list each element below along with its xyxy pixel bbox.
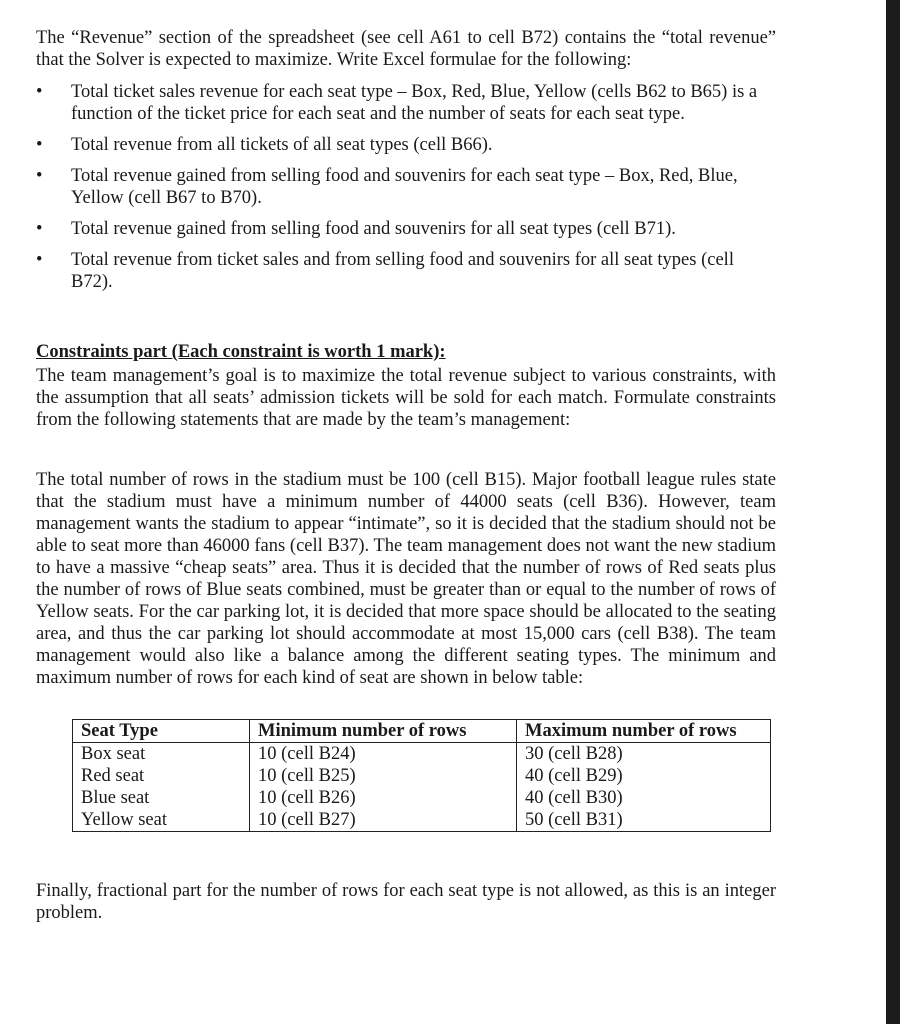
seat-type-cell: Red seat xyxy=(73,765,250,787)
min-rows-cell: 10 (cell B24) xyxy=(250,743,517,766)
bullet-icon: • xyxy=(36,82,43,102)
intro-paragraph: The “Revenue” section of the spreadsheet (see cell A61 to cell B72) contains the “total revenue” that the Solver is expected to maximize. Write Excel formulae for the following: xyxy=(36,28,776,70)
bullet-item: • Total revenue from ticket sales and from selling food and souvenirs for all seat types (cell B72). xyxy=(36,250,734,292)
table-row xyxy=(73,787,771,809)
min-rows-cell: 10 (cell B26) xyxy=(250,787,517,809)
max-rows-cell: 50 (cell B31) xyxy=(517,809,771,832)
seat-type-cell: Yellow seat xyxy=(73,809,250,832)
bullet-icon: • xyxy=(36,219,43,239)
goal-paragraph: The team management’s goal is to maximize the total revenue subject to various constraints, with the assumption that all seats’ admission tickets will be sold for each match. Formulate constraints from the following statements that are made by the team’s management: xyxy=(36,366,776,430)
table-row xyxy=(73,765,771,787)
min-rows-cell: 10 (cell B25) xyxy=(250,765,517,787)
max-rows-cell: 30 (cell B28) xyxy=(517,743,771,766)
table-row xyxy=(73,809,771,832)
window-edge-bar xyxy=(886,0,900,1024)
seat-type-cell: Blue seat xyxy=(73,787,250,809)
document-page xyxy=(36,27,776,924)
min-rows-cell: 10 (cell B27) xyxy=(250,809,517,832)
seat-type-cell: Box seat xyxy=(73,743,250,766)
table-header-row xyxy=(73,720,771,743)
header-seat-type: Seat Type xyxy=(73,720,250,743)
revenue-bullet-list xyxy=(36,81,776,293)
seat-rows-table xyxy=(72,719,771,832)
header-min-rows: Minimum number of rows xyxy=(250,720,517,743)
constraints-heading: Constraints part (Each constraint is worth 1 mark): xyxy=(36,342,446,362)
bullet-item: • Total revenue gained from selling food and souvenirs for all seat types (cell B71). xyxy=(36,219,676,239)
final-paragraph: Finally, fractional part for the number of rows for each seat type is not allowed, as this is an integer problem. xyxy=(36,881,776,923)
bullet-icon: • xyxy=(36,135,43,155)
header-max-rows: Maximum number of rows xyxy=(517,720,771,743)
max-rows-cell: 40 (cell B30) xyxy=(517,787,771,809)
bullet-item: • Total revenue from all tickets of all seat types (cell B66). xyxy=(36,135,493,155)
max-rows-cell: 40 (cell B29) xyxy=(517,765,771,787)
rows-paragraph: The total number of rows in the stadium must be 100 (cell B15). Major football league rules state that the stadium must have a minimum number of 44000 seats (cell B36). However, team management wants the stadium to appear “intimate”, so it is decided that the stadium should not be able to seat more than 46000 fans (cell B37). The team management does not want the new stadium to have a massive “cheap seats” area. Thus it is decided that the number of rows of Red seats plus the number of rows of Blue seats combined, must be greater than or equal to the number of rows of Yellow seats. For the car parking lot, it is decided that more space should be allocated to the seating area, and thus the car parking lot should accommodate at most 15,000 cars (cell B38). The team management would also like a balance among the different seating types. The minimum and maximum number of rows for each kind of seat are shown in below table: xyxy=(36,470,776,688)
bullet-icon: • xyxy=(36,166,43,186)
table-row xyxy=(73,743,771,766)
bullet-item: • Total ticket sales revenue for each seat type – Box, Red, Blue, Yellow (cells B62 to B65) is a function of the ticket price for each seat and the number of seats for each seat type. xyxy=(36,82,758,124)
bullet-item: • Total revenue gained from selling food and souvenirs for each seat type – Box, Red, Blue, Yellow (cell B67 to B70). xyxy=(36,166,738,208)
bullet-icon: • xyxy=(36,250,43,270)
